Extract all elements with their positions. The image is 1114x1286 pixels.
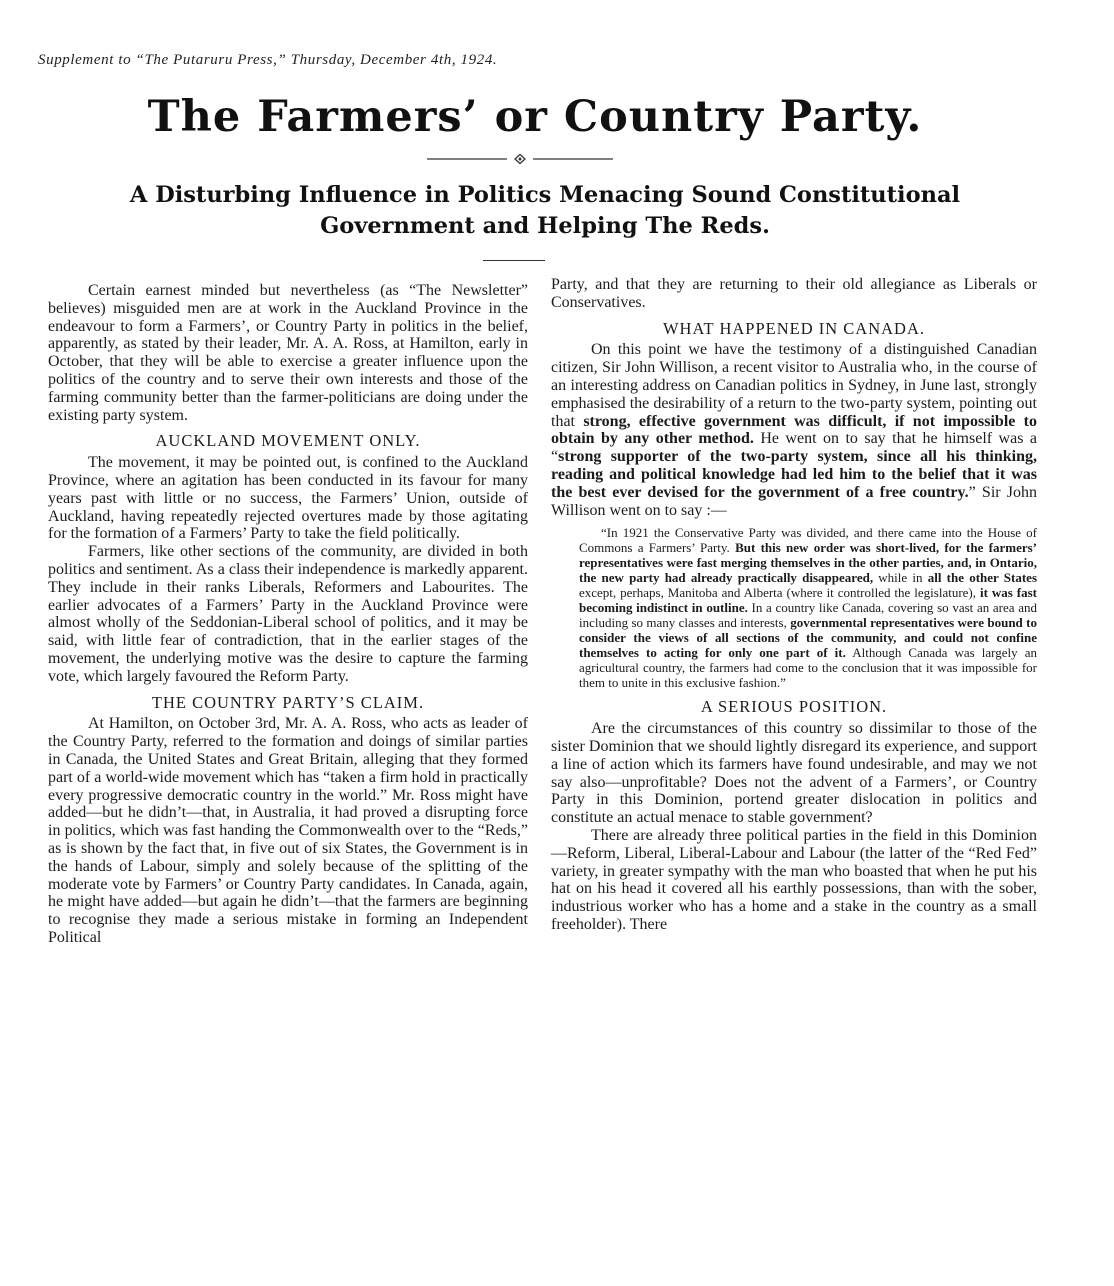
paragraph: Are the circumstances of this country so dissimilar to those of the sister Dominion that we should lightly disregard its experience, and support a line of action which its farmers have found undesirable, and may we not say also—unprofitable? Does not the advent of a Farmers’, or Country Party in this Dominion, portend greater dislocation in politics and constitute an actual menace to stable government? [551,720,1037,827]
emphasis-text: all the other States [927,570,1037,586]
emphasis-text: governmental representatives were bound to consider the views of all sections of the community, and could not confine themselves to acting for only one part of it. [579,615,1037,661]
paragraph: The movement, it may be pointed out, is confined to the Auckland Province, where an agitation has been conducted in its favour for many years past with little or no success, the Farmers’ Union, outside of Auckland, having repeatedly rejected overtures made by those agitating for the formation of a Farmers’ Party to take the field politically. [48,454,528,543]
text-run: In a country like Canada, covering so vast an area and including so many classes and interests, [579,600,1037,631]
paragraph [551,341,1037,519]
quote-paragraph [579,525,1037,690]
emphasis-text: strong, effective government was difficult, if not impossible to obtain by any other method. [551,412,1038,448]
ornament-rule [427,152,613,166]
page-title: The Farmers’ or Country Party. [147,92,923,142]
subtitle-line-1: A Disturbing Influence in Politics Menacing Sound Constitutional [129,182,961,208]
text-run: “In 1921 the Conservative Party was divided, and there came into the House of Commons a Farmers’ Party. [579,525,1037,556]
subtitle-line-2: Government and Helping The Reds. [320,213,770,239]
text-run: He went on to say that he himself was a “ [551,430,1037,466]
block-quote [579,525,1037,690]
section-heading: WHAT HAPPENED IN CANADA. [662,318,926,338]
paragraph: There are already three political parties in the field in this Dominion—Reform, Liberal, Liberal-Labour and Labour (the latter of the “Red Fed” variety, in greater sympathy with the man who boasted that when he put his hat on his head it covered all his earthly possessions, than with the sober, industrious worker who has a home and a stake in the country as a small freeholder). There [551,826,1037,933]
paragraph: At Hamilton, on October 3rd, Mr. A. A. Ross, who acts as leader of the Country Party, referred to the formation and doings of similar parties in Canada, the United States and Great Britain, alleging that they formed part of a world-wide movement which has “taken a firm hold in practically every progressive democratic country in the world.” Mr. Ross might have added—but he didn’t—that, in Australia, it had proved a disrupting force in politics, which was fast handing the Commonwealth over to the “Reds,” as is shown by the fact that, in five out of six States, the Government is in the hands of Labour, simply and solely because of the splitting of the moderate vote by Farmers’ or Country Party candidates. In Canada, again, he might have added—but again he didn’t—that the farmers are beginning to recognise they made a serious mistake in forming an Independent Political [48,715,528,946]
section-heading: A SERIOUS POSITION. [700,697,888,717]
section-heading: THE COUNTRY PARTY’S CLAIM. [151,692,425,712]
paragraph: Certain earnest minded but nevertheless (as “The Newsletter” believes) misguided men are at work in the Auckland Province in the endeavour to form a Farmers’, or Country Party in politics in the belief, apparently, as stated by their leader, Mr. A. A. Ross, at Hamilton, early in October, that they will be able to exercise a greater influence upon the politics of the country and to serve their own interests and those of the farming community better than the farmer-politicians are doing under the existing party system. [48,282,528,424]
section-heading: AUCKLAND MOVEMENT ONLY. [155,431,421,451]
left-column [48,282,528,947]
divider-rule [483,260,545,261]
subtitle [20,180,1070,242]
emphasis-text: it was fast becoming indistinct in outline. [579,585,1038,616]
paragraph: Party, and that they are returning to their old allegiance as Liberals or Conservatives. [551,276,1037,311]
text-run: except, perhaps, Manitoba and Alberta (where it controlled the legislature), [579,585,980,601]
emphasis-text: But this new order was short-lived, for the farmers’ representatives were fast merging themselves in the other parties, and, in Ontario, the new party had already practically disappeared, [579,540,1037,586]
right-column [551,276,1037,934]
emphasis-text: strong supporter of the two-party system, since all his thinking, reading and political knowledge had led him to the belief that it was the best ever devised for the government of a free country. [551,448,1037,501]
text-run: Although Canada was largely an agricultural country, the farmers had come to the conclusion that it was impossible for them to unite in this exclusive fashion.” [579,645,1037,691]
supplement-line: Supplement to “The Putaruru Press,” Thursday, December 4th, 1924. [38,52,498,68]
text-run: ” Sir John Willison went on to say :— [551,483,1038,519]
text-run: On this point we have the testimony of a distinguished Canadian citizen, Sir John Willison, a recent visitor to Australia who, in the course of an interesting address on Canadian politics in Sydney, in June last, strongly emphasised the desirability of a return to the two-party system, pointing out that [551,341,1037,430]
paragraph: Farmers, like other sections of the community, are divided in both politics and sentiment. As a class their independence is markedly apparent. They include in their ranks Liberals, Reformers and Labourites. The earlier advocates of a Farmers’ Party in the Auckland Province were almost wholly of the Seddonian-Liberal school of politics, and it may be said, with little fear of contradiction, that in the earlier stages of the movement, the underlying motive was the desire to capture the farming vote, which largely favoured the Reform Party. [48,543,528,685]
text-run: while in [873,570,928,586]
